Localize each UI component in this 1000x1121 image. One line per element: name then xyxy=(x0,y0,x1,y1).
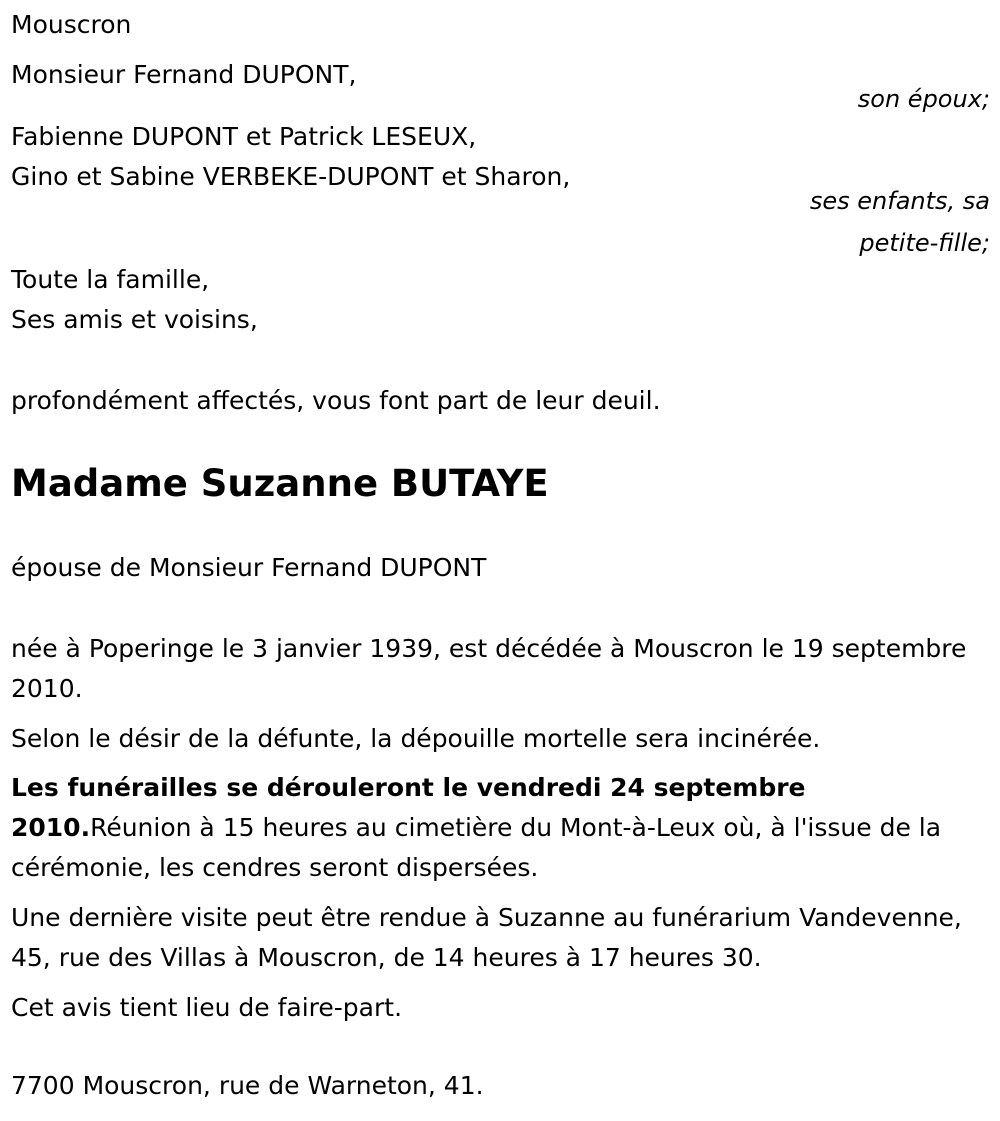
funeral-paragraph xyxy=(11,768,991,888)
child-entry-1: Fabienne DUPONT et Patrick LESEUX, xyxy=(11,122,477,151)
deceased-name: Madame Suzanne BUTAYE xyxy=(11,462,549,505)
birth-death-text: née à Poperinge le 3 janvier 1939, est décédée à Mouscron le 19 septembre 2010. xyxy=(11,634,967,703)
address-text: 7700 Mouscron, rue de Warneton, 41. xyxy=(11,1071,484,1100)
spouse-of-text: épouse de Monsieur Fernand DUPONT xyxy=(11,553,487,582)
funeral-details-text: Réunion à 15 heures au cimetière du Mont-à-Leux où, à l'issue de la cérémonie, les cendres seront dispersées. xyxy=(11,813,942,882)
spouse-role: son époux; xyxy=(857,85,990,113)
announcement-text: profondément affectés, vous font part de leur deuil. xyxy=(11,386,661,415)
spouse-name: Monsieur Fernand DUPONT, xyxy=(11,60,357,89)
cremation-text: Selon le désir de la défunte, la dépouille mortelle sera incinérée. xyxy=(11,724,821,753)
children-role-line-2: petite-fille; xyxy=(859,229,990,257)
visit-text: Une dernière visite peut être rendue à Suzanne au funérarium Vandevenne, 45, rue des Villas à Mouscron, de 14 heures à 17 heures 30. xyxy=(11,903,962,972)
funeral-date-text: Les funérailles se dérouleront le vendredi 24 septembre 2010. xyxy=(11,773,806,842)
family-entry-2: Ses amis et voisins, xyxy=(11,305,258,334)
family-entry-1: Toute la famille, xyxy=(11,265,210,294)
child-entry-2: Gino et Sabine VERBEKE-DUPONT et Sharon, xyxy=(11,162,571,191)
notice-text: Cet avis tient lieu de faire-part. xyxy=(11,993,403,1022)
children-role-line-1: ses enfants, sa xyxy=(809,187,990,215)
city-heading: Mouscron xyxy=(11,10,132,39)
